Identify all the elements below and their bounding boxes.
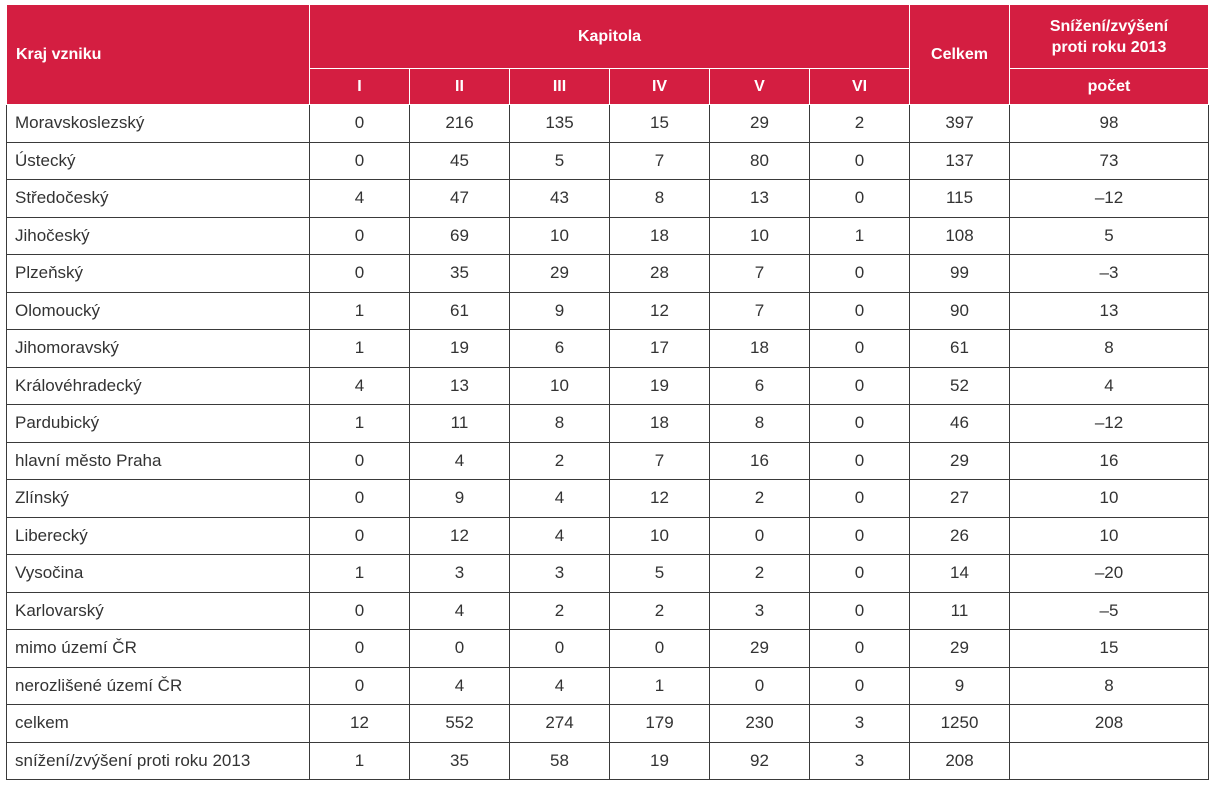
cell-chapter-iii: 8 <box>510 405 610 443</box>
cell-total: 29 <box>910 442 1010 480</box>
cell-chapter-iii: 4 <box>510 517 610 555</box>
header-chapter: Kapitola <box>310 5 910 69</box>
cell-total: 29 <box>910 630 1010 668</box>
cell-total: 99 <box>910 255 1010 293</box>
cell-total: 26 <box>910 517 1010 555</box>
cell-total: 208 <box>910 742 1010 780</box>
header-region: Kraj vzniku <box>7 5 310 105</box>
cell-chapter-v: 2 <box>710 480 810 518</box>
cell-chapter-vi: 0 <box>810 442 910 480</box>
cell-chapter-iii: 58 <box>510 742 610 780</box>
cell-chapter-iii: 43 <box>510 180 610 218</box>
row-region-name: Zlínský <box>7 480 310 518</box>
row-region-name: nerozlišené území ČR <box>7 667 310 705</box>
cell-chapter-iv: 19 <box>610 742 710 780</box>
cell-chapter-iv: 18 <box>610 217 710 255</box>
cell-change: 208 <box>1010 705 1209 743</box>
cell-chapter-iv: 1 <box>610 667 710 705</box>
cell-chapter-vi: 0 <box>810 555 910 593</box>
cell-chapter-vi: 3 <box>810 742 910 780</box>
header-chapter-v: V <box>710 69 810 105</box>
cell-chapter-iv: 17 <box>610 330 710 368</box>
row-region-name: Královéhradecký <box>7 367 310 405</box>
cell-chapter-v: 10 <box>710 217 810 255</box>
cell-chapter-v: 92 <box>710 742 810 780</box>
cell-chapter-iv: 2 <box>610 592 710 630</box>
table-row <box>7 592 1209 630</box>
cell-chapter-v: 29 <box>710 105 810 143</box>
header-total: Celkem <box>910 5 1010 105</box>
cell-chapter-vi: 0 <box>810 630 910 668</box>
cell-chapter-iii: 4 <box>510 480 610 518</box>
cell-chapter-i: 0 <box>310 517 410 555</box>
table-row <box>7 255 1209 293</box>
table-row <box>7 405 1209 443</box>
cell-chapter-iii: 5 <box>510 142 610 180</box>
table-row <box>7 517 1209 555</box>
table-row <box>7 480 1209 518</box>
cell-chapter-i: 0 <box>310 142 410 180</box>
row-region-name: snížení/zvýšení proti roku 2013 <box>7 742 310 780</box>
cell-chapter-ii: 45 <box>410 142 510 180</box>
cell-chapter-iv: 28 <box>610 255 710 293</box>
header-change-line1: Snížení/zvýšení <box>1049 17 1169 35</box>
cell-chapter-v: 18 <box>710 330 810 368</box>
cell-chapter-ii: 552 <box>410 705 510 743</box>
cell-chapter-vi: 2 <box>810 105 910 143</box>
cell-chapter-iii: 10 <box>510 217 610 255</box>
table-row <box>7 217 1209 255</box>
cell-total: 61 <box>910 330 1010 368</box>
cell-total: 137 <box>910 142 1010 180</box>
cell-chapter-iii: 2 <box>510 442 610 480</box>
cell-chapter-iv: 5 <box>610 555 710 593</box>
cell-chapter-i: 4 <box>310 367 410 405</box>
header-chapter-iii: III <box>510 69 610 105</box>
row-region-name: Jihočeský <box>7 217 310 255</box>
cell-chapter-iv: 0 <box>610 630 710 668</box>
cell-change: 8 <box>1010 330 1209 368</box>
cell-chapter-iii: 135 <box>510 105 610 143</box>
cell-chapter-vi: 0 <box>810 180 910 218</box>
cell-chapter-iv: 8 <box>610 180 710 218</box>
table-row <box>7 105 1209 143</box>
cell-change <box>1010 742 1209 780</box>
header-row-1 <box>7 5 1209 69</box>
cell-change: 15 <box>1010 630 1209 668</box>
cell-chapter-ii: 4 <box>410 442 510 480</box>
cell-chapter-iv: 18 <box>610 405 710 443</box>
cell-chapter-iii: 9 <box>510 292 610 330</box>
cell-chapter-i: 0 <box>310 667 410 705</box>
cell-chapter-ii: 35 <box>410 742 510 780</box>
cell-chapter-ii: 0 <box>410 630 510 668</box>
cell-total: 27 <box>910 480 1010 518</box>
row-region-name: Vysočina <box>7 555 310 593</box>
cell-chapter-ii: 3 <box>410 555 510 593</box>
cell-chapter-iii: 29 <box>510 255 610 293</box>
cell-total: 397 <box>910 105 1010 143</box>
cell-change: –3 <box>1010 255 1209 293</box>
table-container <box>6 4 1209 780</box>
cell-chapter-ii: 12 <box>410 517 510 555</box>
cell-chapter-vi: 3 <box>810 705 910 743</box>
table-row <box>7 555 1209 593</box>
cell-change: 73 <box>1010 142 1209 180</box>
cell-chapter-v: 16 <box>710 442 810 480</box>
cell-chapter-v: 7 <box>710 255 810 293</box>
cell-total: 52 <box>910 367 1010 405</box>
row-region-name: hlavní město Praha <box>7 442 310 480</box>
cell-change: 5 <box>1010 217 1209 255</box>
table-header <box>7 5 1209 105</box>
cell-chapter-v: 6 <box>710 367 810 405</box>
table-row <box>7 705 1209 743</box>
cell-chapter-iii: 2 <box>510 592 610 630</box>
cell-chapter-iii: 274 <box>510 705 610 743</box>
cell-chapter-i: 0 <box>310 217 410 255</box>
cell-chapter-iii: 10 <box>510 367 610 405</box>
cell-chapter-ii: 61 <box>410 292 510 330</box>
cell-chapter-iii: 4 <box>510 667 610 705</box>
cell-chapter-iv: 10 <box>610 517 710 555</box>
cell-total: 11 <box>910 592 1010 630</box>
cell-chapter-i: 1 <box>310 405 410 443</box>
cell-chapter-ii: 47 <box>410 180 510 218</box>
row-region-name: mimo území ČR <box>7 630 310 668</box>
cell-chapter-iv: 12 <box>610 292 710 330</box>
cell-chapter-vi: 0 <box>810 292 910 330</box>
cell-chapter-i: 1 <box>310 742 410 780</box>
table-row <box>7 292 1209 330</box>
cell-chapter-vi: 0 <box>810 480 910 518</box>
cell-total: 115 <box>910 180 1010 218</box>
cell-change: –5 <box>1010 592 1209 630</box>
cell-chapter-i: 1 <box>310 555 410 593</box>
cell-chapter-vi: 0 <box>810 405 910 443</box>
cell-change: 16 <box>1010 442 1209 480</box>
cell-chapter-v: 13 <box>710 180 810 218</box>
cell-chapter-i: 0 <box>310 592 410 630</box>
cell-chapter-ii: 9 <box>410 480 510 518</box>
regional-statistics-table <box>6 4 1209 780</box>
cell-chapter-iv: 15 <box>610 105 710 143</box>
cell-chapter-v: 29 <box>710 630 810 668</box>
cell-chapter-i: 12 <box>310 705 410 743</box>
header-change-line2: proti roku 2013 <box>1051 38 1167 56</box>
cell-chapter-ii: 69 <box>410 217 510 255</box>
cell-chapter-iv: 12 <box>610 480 710 518</box>
header-count: počet <box>1010 69 1209 105</box>
cell-chapter-i: 0 <box>310 105 410 143</box>
cell-chapter-v: 7 <box>710 292 810 330</box>
cell-change: 98 <box>1010 105 1209 143</box>
header-chapter-i: I <box>310 69 410 105</box>
cell-chapter-vi: 0 <box>810 592 910 630</box>
cell-chapter-ii: 35 <box>410 255 510 293</box>
table-row <box>7 667 1209 705</box>
cell-chapter-ii: 19 <box>410 330 510 368</box>
cell-chapter-vi: 0 <box>810 330 910 368</box>
row-region-name: Pardubický <box>7 405 310 443</box>
cell-change: 13 <box>1010 292 1209 330</box>
cell-chapter-v: 0 <box>710 667 810 705</box>
cell-chapter-iv: 7 <box>610 442 710 480</box>
cell-chapter-iii: 6 <box>510 330 610 368</box>
cell-chapter-v: 3 <box>710 592 810 630</box>
header-chapter-iv: IV <box>610 69 710 105</box>
cell-chapter-v: 80 <box>710 142 810 180</box>
cell-chapter-i: 1 <box>310 292 410 330</box>
row-region-name: Plzeňský <box>7 255 310 293</box>
cell-chapter-vi: 0 <box>810 255 910 293</box>
cell-chapter-ii: 11 <box>410 405 510 443</box>
cell-chapter-iii: 3 <box>510 555 610 593</box>
row-region-name: Olomoucký <box>7 292 310 330</box>
cell-chapter-v: 0 <box>710 517 810 555</box>
table-row <box>7 442 1209 480</box>
cell-total: 90 <box>910 292 1010 330</box>
cell-chapter-iii: 0 <box>510 630 610 668</box>
cell-total: 9 <box>910 667 1010 705</box>
cell-chapter-vi: 1 <box>810 217 910 255</box>
cell-chapter-v: 230 <box>710 705 810 743</box>
cell-change: –20 <box>1010 555 1209 593</box>
row-region-name: Jihomoravský <box>7 330 310 368</box>
cell-chapter-i: 0 <box>310 630 410 668</box>
cell-chapter-i: 0 <box>310 442 410 480</box>
table-row <box>7 142 1209 180</box>
row-region-name: Ústecký <box>7 142 310 180</box>
cell-chapter-ii: 13 <box>410 367 510 405</box>
cell-change: 10 <box>1010 517 1209 555</box>
header-chapter-vi: VI <box>810 69 910 105</box>
cell-change: 4 <box>1010 367 1209 405</box>
row-region-name: celkem <box>7 705 310 743</box>
table-row <box>7 630 1209 668</box>
table-body <box>7 105 1209 780</box>
table-row <box>7 330 1209 368</box>
table-row <box>7 742 1209 780</box>
cell-chapter-i: 4 <box>310 180 410 218</box>
row-region-name: Karlovarský <box>7 592 310 630</box>
row-region-name: Liberecký <box>7 517 310 555</box>
cell-total: 1250 <box>910 705 1010 743</box>
cell-chapter-iv: 19 <box>610 367 710 405</box>
cell-change: 8 <box>1010 667 1209 705</box>
cell-change: –12 <box>1010 405 1209 443</box>
cell-total: 46 <box>910 405 1010 443</box>
cell-chapter-i: 0 <box>310 480 410 518</box>
cell-total: 14 <box>910 555 1010 593</box>
cell-chapter-vi: 0 <box>810 517 910 555</box>
cell-total: 108 <box>910 217 1010 255</box>
cell-chapter-iv: 179 <box>610 705 710 743</box>
cell-chapter-ii: 216 <box>410 105 510 143</box>
row-region-name: Středočeský <box>7 180 310 218</box>
cell-chapter-v: 2 <box>710 555 810 593</box>
table-row <box>7 180 1209 218</box>
cell-chapter-vi: 0 <box>810 142 910 180</box>
row-region-name: Moravskoslezský <box>7 105 310 143</box>
cell-chapter-iv: 7 <box>610 142 710 180</box>
table-row <box>7 367 1209 405</box>
cell-chapter-vi: 0 <box>810 667 910 705</box>
cell-chapter-v: 8 <box>710 405 810 443</box>
header-chapter-ii: II <box>410 69 510 105</box>
cell-change: 10 <box>1010 480 1209 518</box>
cell-chapter-i: 1 <box>310 330 410 368</box>
cell-chapter-vi: 0 <box>810 367 910 405</box>
cell-change: –12 <box>1010 180 1209 218</box>
header-change <box>1010 5 1209 69</box>
cell-chapter-ii: 4 <box>410 667 510 705</box>
cell-chapter-i: 0 <box>310 255 410 293</box>
cell-chapter-ii: 4 <box>410 592 510 630</box>
